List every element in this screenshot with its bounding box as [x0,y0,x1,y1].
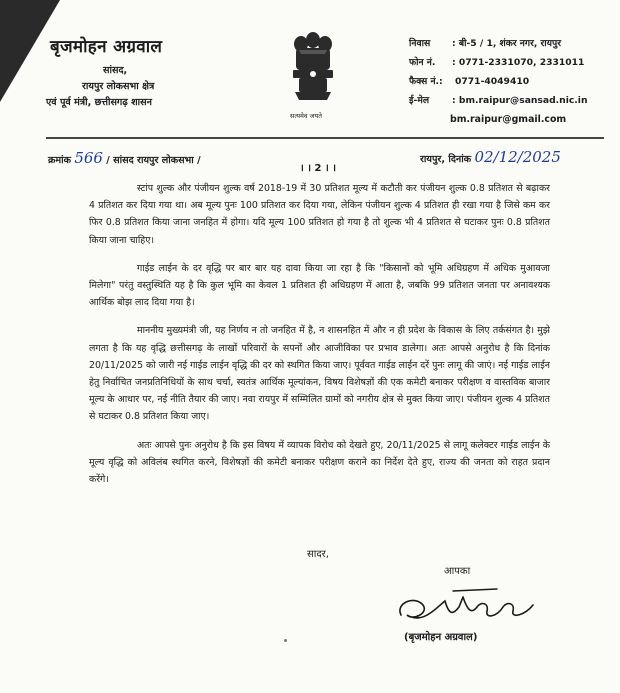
scan-speck [284,639,287,642]
phone-label: फोन नं. [409,57,436,68]
emblem-motto: सत्यमेव जयते [290,112,322,120]
reference-prefix: क्रमांक [48,155,71,166]
handwritten-signature [393,585,543,633]
fax-value: 0771-4049410 [455,76,530,87]
fax-label: फैक्स नं.: [409,76,443,87]
phone-value: : 0771-2331070, 2331011 [452,57,585,68]
signatory-name: (बृजमोहन अग्रवाल) [404,632,478,643]
header-divider [46,137,604,139]
date-value: 02/12/2025 [474,148,561,166]
sender-constituency: रायपुर लोकसभा क्षेत्र [82,81,155,92]
email-row [409,91,588,110]
fax-row [409,72,588,91]
contact-block [409,34,588,110]
phone-row [409,53,588,72]
email-secondary: bm.raipur@gmail.com [450,114,567,125]
sender-former-post: एवं पूर्व मंत्री, छत्तीसगढ़ शासन [46,97,152,108]
date-prefix: रायपुर, दिनांक [420,154,472,165]
date-line [420,148,561,166]
paragraph: अतः आपसे पुनः अनुरोध है कि इस विषय में व्यापक विरोध को देखते हुए, 20/11/2025 से लागू कलेक्टर गाईड लाईन के मूल्य वृद्धि को अविलंब स्थगित करने, विशेषज्ञों की कमेटी बनाकर परीक्षण कराने का निर्देश देते हुए, राज्य की जनता को राहत प्रदान करेंगे। [89,439,550,486]
paragraph: स्टांप शुल्क और पंजीयन शुल्क वर्ष 2018-19 में 30 प्रतिशत मूल्य में कटौती कर पंजीयन शुल्क 0.8 प्रतिशत से बढ़ाकर 4 प्रतिशत कर दिया गया था। अब मूल्य पुनः 100 प्रतिशत कर दिया गया, लेकिन पंजीयन शुल्क 4 प्रतिशत ही रखा गया है जिसे कम कर फिर 0.8 प्रतिशत किया जाना जनहित में होगा। यदि मूल्य 100 प्रतिशत हो गया है तो शुल्क भी 4 प्रतिशत से घटाकर पुनः 0.8 प्रतिशत किया जाना चाहिए। [89,183,550,246]
sender-name: बृजमोहन अग्रवाल [50,37,163,57]
letter-body [89,180,550,499]
reference-number: 566 [74,149,103,167]
page-number: । । 2 । । [300,163,337,174]
reference-line [48,149,201,167]
closing-yours: आपका [444,566,471,577]
paragraph: माननीय मुख्यमंत्री जी, यह निर्णय न तो जनहित में है, न शासनहित में और न ही प्रदेश के विकास के लिए तर्कसंगत है। मुझे लगता है कि यह वृद्धि छत्तीसगढ़ के लाखों परिवारों के सपनों और आजीविका पर प्रभाव डालेगा। अतः आपसे अनुरोध है कि दिनांक 20/11/2025 को जारी नई गाईड लाईन वृद्धि की दर को स्थगित किया जाए। पूर्ववत गाईड लाईन दरें पुनः लागू की जाएं। नई गाईड लाईन हेतु निर्वाचित जनप्रतिनिधियों के साथ चर्चा, स्वतंत्र आर्थिक मूल्यांकन, विषय विशेषज्ञों की एक कमेटी बनाकर परीक्षण व वास्तविक बाजार मूल्य के आधार पर, नई नीति तैयार की जाए। नवा रायपुर में सम्मिलित ग्रामों को नगरीय क्षेत्र से मुक्त किया जाए। पंजीयन शुल्क 4 प्रतिशत से घटाकर 0.8 प्रतिशत किया जाए। [89,325,550,423]
residence-label: निवास [409,38,431,49]
closing-regards: सादर, [307,549,329,560]
paragraph: गाईड लाईन के दर वृद्धि पर बार बार यह दावा किया जा रहा है कि "किसानों को भूमि अधिग्रहण में अधिक मुआवजा मिलेगा" परंतु वस्तुस्थिति यह है कि कुल भूमि का केवल 1 प्रतिशत ही अधिग्रहण में आता है, जबकि 99 प्रतिशत जनता पर अनावश्यक आर्थिक बोझ लाद दिया गया है। [89,262,550,309]
email-value: : bm.raipur@sansad.nic.in [452,95,588,106]
email-label: ई-मेल [409,95,430,106]
residence-row [409,34,588,53]
residence-value: : बी-5 / 1, शंकर नगर, रायपुर [452,38,561,49]
sender-title: सांसद, [103,65,128,76]
reference-suffix: / सांसद रायपुर लोकसभा / [106,155,201,166]
national-emblem-icon [287,30,339,120]
